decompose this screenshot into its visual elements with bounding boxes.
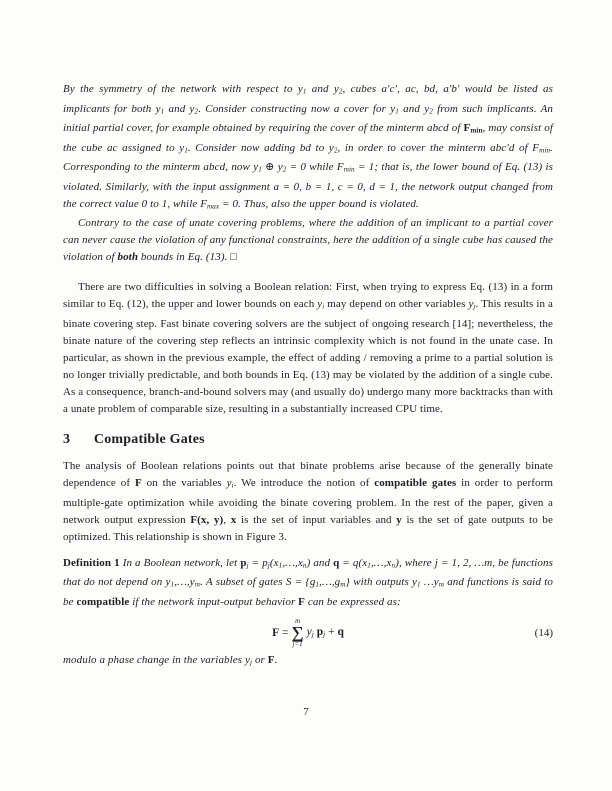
summation-upper-limit: m bbox=[295, 616, 301, 625]
definition-1: Definition 1 In a Boolean network, let $p_j$ = $p_j(x_1,\dots,x_n)$ and $q = q(x_1,\dots,x_n)$, where j = 1, 2, …m, be functions that do not depend on $y_1,\dots,y_m$. A subset of gates $S = \{g_1,\dots,g_m\}$ with outputs $y_1$ $\dots y_m$ and functions is said to be compatible if the network input-output behavior F can be expressed as: bbox=[63, 556, 554, 608]
paragraph-modulo-phase: modulo a phase change in the variables $y_j$ or F. bbox=[63, 653, 278, 667]
paragraph-symmetry-example: By the symmetry of the network with respect to $y_1$ and $y_2$, cubes a′c′, ac, bd, a′b′ would be listed as implicants for both $y_1$ and $y_2$. Consider constructing now a cover for $y_1$ and $y_2$ from such implicants. An initial partial cover, for example obtained by requiring the cover of the minterm abcd of $F_{min}$, may consist of the cube ac assigned to $y_1$. Consider now adding bd to $y_2$, in order to cover the minterm abc′d of $F_{min}$. Corresponding to the minterm abcd, now $y_1$ ⊕ $y_2 = 0$ while $F_{min} = 1$; that is, the lower bound of Eq. (13) is violated. Similarly, with the input assignment a = 0, b = 1, c = 0, d = 1, the network output changed from the correct value 0 to 1, while $F_{max} = 0$. Thus, also the upper bound is violated. bbox=[63, 83, 554, 211]
text-block bbox=[63, 81, 553, 671]
paragraph-two-difficulties: There are two difficulties in solving a Boolean relation: First, when trying to express Eq. (13) in a form similar to Eq. (12), the upper and lower bounds on each $y_i$ may depend on other variables $y_j$. This results in a binate covering step. Fast binate covering solvers are the subject of ongoing research [14]; nevertheless, the binate nature of the covering step reflects an intrinsic complexity which is not found in the unate case. In particular, as shown in the previous example, the effect of adding / removing a prime to a partial solution is no longer trivially predictable, and both bounds in Eq. (13) may be violated by the addition of a single cube. As a consequence, branch-and-bound solvers may (and usually do) undergo many more backtracks than with a unate problem of comparable size, resulting in a substantially increased CPU time. bbox=[63, 281, 554, 415]
equation-14 bbox=[63, 618, 553, 648]
equation-rhs: $y_j$ $p_j + q$ bbox=[306, 626, 344, 639]
page-number: 7 bbox=[303, 706, 309, 718]
paragraph-analysis-boolean-relations: The analysis of Boolean relations points out that binate problems arise because of the generally binate dependence of F on the variables $y_i$. We introduce the notion of compatible gates in order to perform multiple-gate optimization while avoiding the binate covering problem. In the rest of the paper, given a network output expression F(x, y), x is the set of input variables and y is the set of gate outputs to be optimized. This relationship is shown in Figure 3. bbox=[63, 459, 554, 543]
paragraph-contrary-unate: Contrary to the case of unate covering problems, where the addition of an implicant to a partial cover can never cause the violation of any functional constraints, here the addition of a single cube has caused the violation of both bounds in Eq. (13). □ bbox=[63, 217, 553, 264]
sigma-glyph: ∑ bbox=[291, 622, 304, 642]
section-heading bbox=[63, 432, 553, 448]
section-title: Compatible Gates bbox=[93, 431, 205, 447]
equation-expression bbox=[272, 618, 344, 648]
summation-symbol bbox=[292, 618, 304, 648]
equation-lhs: F = bbox=[272, 626, 289, 639]
summation-lower-limit: j=1 bbox=[292, 639, 303, 648]
section-number: 3 bbox=[63, 431, 71, 447]
equation-number: (14) bbox=[534, 626, 553, 639]
